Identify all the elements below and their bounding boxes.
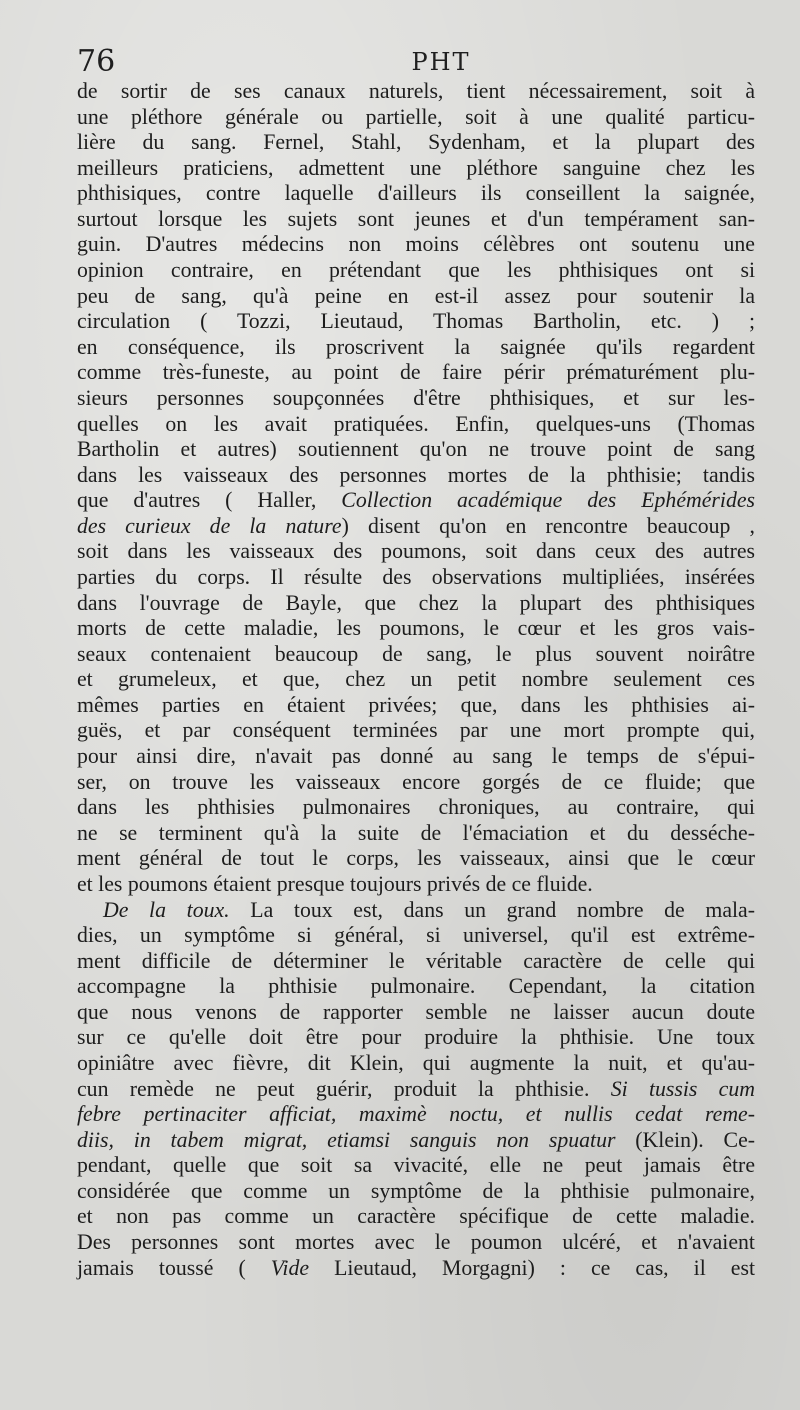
text-run: quelles on les avait pratiquées. Enfin, quelques-uns (Thomas [77,411,755,436]
text-run: sieurs personnes soupçonnées d'être phthisiques, et sur les- [77,385,755,410]
text-line [77,437,755,463]
text-line [77,488,755,514]
text-line [77,846,755,872]
text-run: cun remède ne peut guérir, produit la phthisie. [77,1076,611,1101]
text-run: et les poumons étaient presque toujours privés de ce fluide. [77,871,593,896]
text-run: en conséquence, ils proscrivent la saignée qu'ils regardent [77,334,755,359]
text-run: guës, et par conséquent terminées par une mort prompte qui, [77,718,755,743]
body-text [77,79,755,1281]
running-head [77,44,755,80]
text-run: guin. D'autres médecins non moins célèbres ont soutenu une [77,232,755,257]
text-line [77,949,755,975]
text-run: sur ce qu'elle doit être pour produire la phthisie. Une toux [77,1025,755,1050]
text-run: ser, on trouve les vaisseaux encore gorgés de ce fluide; que [77,769,755,794]
text-run: La toux est, dans un grand nombre de mala- [229,897,755,922]
text-run: et grumeleux, et que, chez un petit nombre seulement ces [77,667,755,692]
text-line [77,514,755,540]
text-line [77,923,755,949]
text-run: pendant, quelle que soit sa vivacité, elle ne peut jamais être [77,1153,755,1178]
text-run: opinion contraire, en prétendant que les phthisiques ont si [77,258,755,283]
page-number: 76 [77,44,116,79]
text-line [77,360,755,386]
text-run: ) disent qu'on en rencontre beaucoup , [341,513,756,538]
italic-text: Vide [270,1255,310,1280]
text-line [77,156,755,182]
text-line [77,207,755,233]
text-line [77,1000,755,1026]
text-run: ment général de tout le corps, les vaisseaux, ainsi que le cœur [77,846,755,871]
italic-text: De la toux. [103,897,230,922]
text-run: peu de sang, qu'à peine en est-il assez pour soutenir la [77,283,755,308]
text-line [77,79,755,105]
text-line [77,591,755,617]
text-run: surtout lorsque les sujets sont jeunes et d'un tempérament san- [77,206,755,231]
text-line [77,1102,755,1128]
italic-text: diis, in tabem migrat, etiamsi sanguis non spuatur [77,1127,616,1152]
text-line [77,386,755,412]
text-line [77,463,755,489]
text-line [77,795,755,821]
text-line [77,616,755,642]
text-line [77,1256,755,1282]
text-run: meilleurs praticiens, admettent une pléthore sanguine chez les [77,155,755,180]
text-line [77,718,755,744]
italic-text: Si tussis cum [610,1076,755,1101]
text-line [77,105,755,131]
text-line [77,974,755,1000]
text-line [77,872,755,898]
text-run: ne se terminent qu'à la suite de l'émaciation et du desséche- [77,820,755,845]
text-line [77,667,755,693]
text-line [77,258,755,284]
italic-text: febre pertinaciter afficiat, maximè noctu, et nullis cedat reme- [77,1102,755,1127]
text-run: phthisiques, contre laquelle d'ailleurs ils conseillent la saignée, [77,181,755,206]
text-line [77,1077,755,1103]
text-run: accompagne la phthisie pulmonaire. Cependant, la citation [77,974,755,999]
text-run: circulation ( Tozzi, Lieutaud, Thomas Bartholin, etc. ) ; [77,309,755,334]
text-run: dans les phthisies pulmonaires chroniques, au contraire, qui [77,795,755,820]
running-title: PHT [411,48,471,76]
text-run: jamais toussé ( [77,1255,271,1280]
text-line [77,335,755,361]
text-run: de sortir de ses canaux naturels, tient nécessairement, soit à [77,79,755,103]
text-line [77,130,755,156]
text-line [77,1051,755,1077]
text-line [77,1025,755,1051]
text-line [77,232,755,258]
text-run: dans l'ouvrage de Bayle, que chez la plupart des phthisiques [77,590,755,615]
text-line [77,898,755,924]
text-line [77,565,755,591]
text-run: morts de cette maladie, les poumons, le cœur et les gros vais- [77,616,755,641]
text-run: et non pas comme un caractère spécifique de cette maladie. [77,1204,755,1229]
text-line [77,642,755,668]
text-run: lière du sang. Fernel, Stahl, Sydenham, et la plupart des [77,130,755,155]
text-run: une pléthore générale ou partielle, soit à une qualité particu- [77,104,755,129]
text-run: (Klein). Ce- [615,1127,755,1152]
text-run: ment difficile de déterminer le véritable caractère de celle qui [77,948,755,973]
text-line [77,284,755,310]
text-line [77,1179,755,1205]
text-run: opiniâtre avec fièvre, dit Klein, qui augmente la nuit, et qu'au- [77,1050,755,1075]
text-line [77,821,755,847]
text-run: parties du corps. Il résulte des observations multipliées, insérées [77,564,755,589]
text-run: considérée que comme un symptôme de la phthisie pulmonaire, [77,1178,755,1203]
text-line [77,539,755,565]
text-run: pour ainsi dire, n'avait pas donné au sang le temps de s'épui- [77,744,755,769]
text-line [77,770,755,796]
text-run: comme très-funeste, au point de faire périr prématurément plu- [77,360,755,385]
text-line [77,1204,755,1230]
text-run: seaux contenaient beaucoup de sang, le plus souvent noirâtre [77,641,755,666]
text-line [77,1153,755,1179]
text-line [77,693,755,719]
text-run: dies, un symptôme si général, si universel, qu'il est extrême- [77,923,755,948]
text-line [77,412,755,438]
text-line [77,309,755,335]
text-run: Des personnes sont mortes avec le poumon ulcéré, et n'avaient [77,1230,755,1255]
text-run: soit dans les vaisseaux des poumons, soit dans ceux des autres [77,539,755,564]
text-line [77,1128,755,1154]
text-line [77,181,755,207]
text-run: que nous venons de rapporter semble ne laisser aucun doute [77,999,755,1024]
text-run: Lieutaud, Morgagni) : ce cas, il est [309,1255,756,1280]
text-run: que d'autres ( Haller, [77,488,342,513]
text-line [77,1230,755,1256]
text-run: dans les vaisseaux des personnes mortes de la phthisie; tandis [77,462,755,487]
text-run: mêmes parties en étaient privées; que, dans les phthisies ai- [77,692,755,717]
text-line [77,744,755,770]
italic-text: Collection académique des Ephémérides [341,488,755,513]
italic-text: des curieux de la nature [77,513,342,538]
text-run: Bartholin et autres) soutiennent qu'on ne trouve point de sang [77,437,755,462]
